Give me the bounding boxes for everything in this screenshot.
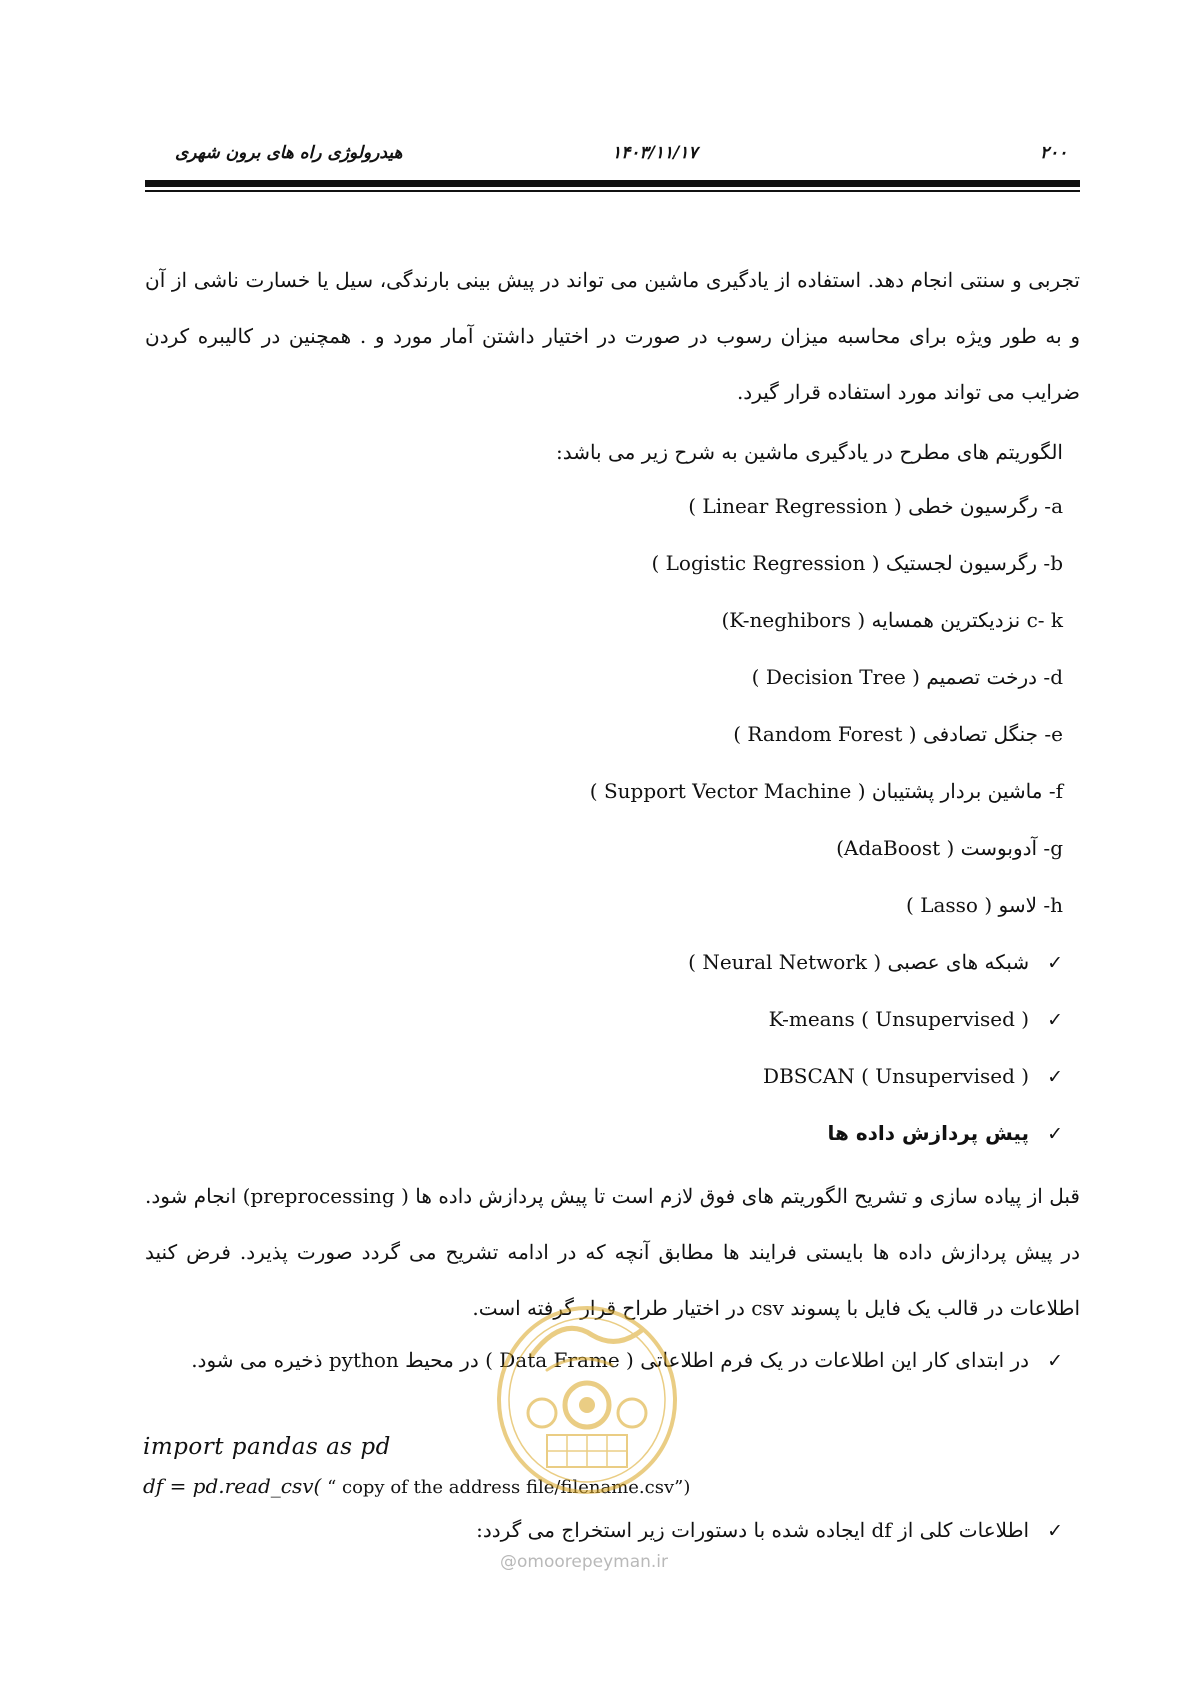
algorithm-item-g: g- آدوبوست ( AdaBoost) [836,836,1063,860]
algorithm-item-c: c- k نزدیکترین همسایه ( K-neghibors) [721,608,1063,632]
check-item-neural-network: ✓شبکه های عصبی ( Neural Network ) [688,950,1063,974]
checkmark-icon: ✓ [1047,1520,1063,1542]
checkmark-icon: ✓ [1047,952,1063,974]
page-number: ۲۰۰ [1040,143,1068,163]
code-line-read-csv: df = pd.read_csv( “ copy of the address file/filename.csv”) [143,1474,691,1498]
algorithm-item-h: h- لاسو ( Lasso ) [906,893,1063,917]
algorithm-item-a: a- رگرسیون خطی ( Linear Regression ) [688,494,1063,518]
header-rule-thick [145,180,1080,187]
preprocessing-paragraph: قبل از پیاده سازی و تشریح الگوریتم های فوق لازم است تا پیش پردازش داده ها ( preprocessing) انجام شود. در پیش پردازش داده ها بایستی فرایند ها مطابق آنچه که در ادامه تشریح می گردد صورت پذیرد. فرض کنید اطلاعات در قالب یک فایل با پسوند csv در اختیار طراح قرار گرفته است. [145,1184,1080,1320]
watermark-seal-icon [492,1295,682,1495]
algorithm-item-b: b- رگرسیون لجستیک ( Logistic Regression ) [651,551,1063,575]
check-item-dbscan: ✓DBSCAN ( Unsupervised ) [763,1064,1063,1088]
header-rule-thin [145,190,1080,192]
checkmark-icon: ✓ [1047,1066,1063,1088]
algorithm-item-f: f- ماشین بردار پشتیبان ( Support Vector Machine ) [589,779,1063,803]
step-item-df-info: ✓اطلاعات کلی از df ایجاده شده با دستورات زیر استخراج می گردد: [476,1518,1063,1542]
code-line-import: import pandas as pd [143,1434,391,1460]
step-item-dataframe: ✓در ابتدای کار این اطلاعات در یک فرم اطلاعاتی ( Data Frame ) در محیط python ذخیره می شود. [191,1348,1063,1372]
check-item-kmeans: ✓K-means ( Unsupervised ) [768,1007,1063,1031]
algorithm-item-e: e- جنگل تصادفی ( Random Forest ) [733,722,1063,746]
section-heading: ✓پیش پردازش داده ها [827,1121,1063,1145]
algorithm-item-d: d- درخت تصمیم ( Decision Tree ) [751,665,1063,689]
checkmark-icon: ✓ [1047,1009,1063,1031]
checkmark-icon: ✓ [1047,1350,1063,1372]
intro-paragraph: تجربی و سنتی انجام دهد. استفاده از یادگیری ماشین می تواند در پیش بینی بارندگی، سیل یا خسارت ناشی از آن و به طور ویژه برای محاسبه میزان رسوب در صورت در اختیار داشتن آمار مورد و . همچنین در کالیبره کردن ضرایب می تواند مورد استفاده قرار گیرد. [145,268,1080,404]
checkmark-icon: ✓ [1047,1123,1063,1145]
watermark-site-text: @omoorepeyman.ir [500,1552,669,1572]
header-title: هیدرولوژی راه های برون شهری [175,143,403,163]
algorithms-intro: الگوریتم های مطرح در یادگیری ماشین به شرح زیر می باشد: [555,440,1063,464]
header-date: ۱۴۰۳/۱۱/۱۷ [612,143,698,163]
